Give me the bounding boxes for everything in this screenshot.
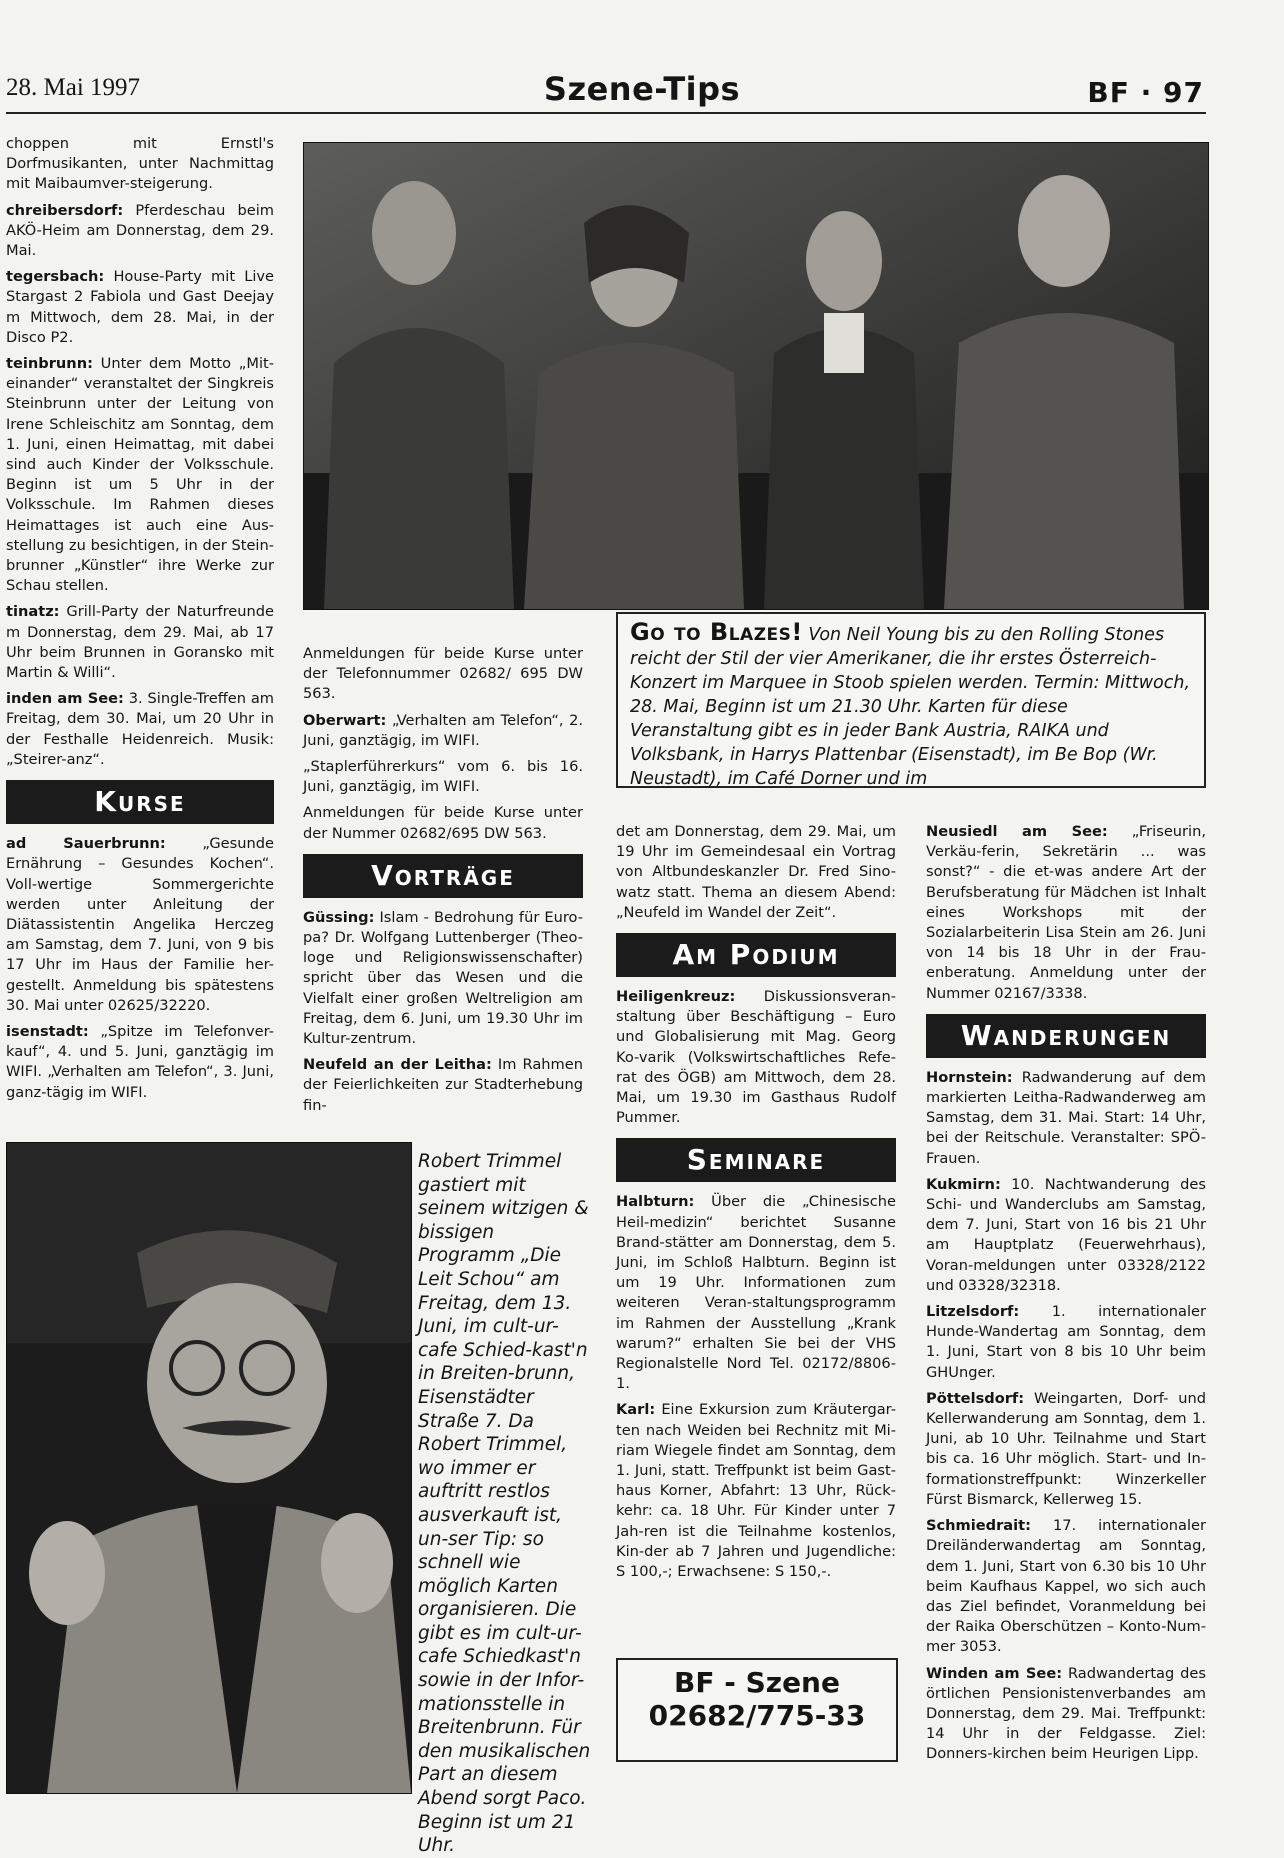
section-heading-kurse: Kurse [6, 780, 274, 824]
section-heading-wanderungen: Wanderungen [926, 1014, 1206, 1058]
event-entry: Litzelsdorf: 1. internationaler Hunde-Wandertag am Sonntag, dem 1. Juni, Start von 8 bis 10 Uhr beim GHUnger. [926, 1303, 1206, 1381]
issue-date: 28. Mai 1997 [6, 74, 141, 101]
event-entry: Oberwart: „Verhalten am Telefon“, 2. Juni, ganztägig, im WIFI. [303, 711, 583, 749]
event-entry: teinbrunn: Unter dem Motto „Mit-einander“ veranstaltet der Singkreis Steinbrunn unter der Leitung von Irene Schleischitz am Sonntag, dem 1. Juni, einen Heimattag, mit dabei sind auch Kinder der Volksschule. Beginn ist um 5 Uhr in der Volksschule. Im Rahmen dieses Heimattages ist auch eine Aus-stellung zu besichtigen, in der Stein-brunner „Künstler“ ihre Werke zur Schau stellen. [6, 355, 274, 595]
band-photo [303, 142, 1209, 610]
column-4 [926, 822, 1206, 1771]
trimmel-caption: Robert Trimmel gastiert mit seinem witzigen & bissigen Programm „Die Leit Schou“ am Freitag, dem 13. Juni, im cult-ur-cafe Schied-kast'n in Breiten-brunn, Eisenstädter Straße 7. Da Robert Trimmel, wo immer er auftritt restlos ausverkauft ist, un-ser Tip: so schnell wie möglich Karten organisieren. Die gibt es im cult-ur-cafe Schiedkast'n sowie in der Infor-mationsstelle in Breitenbrunn. Für den musikalischen Part an diesem Abend sorgt Paco. Beginn ist um 21 Uhr. [418, 1151, 591, 1857]
event-entry: Winden am See: Radwandertag des örtlichen Pensionistenverbandes am Donnerstag, dem 29. Mai. Treffpunkt: 14 Uhr in der Feldgasse. Ziel: Donners-kirchen beim Heurigen Lipp. [926, 1664, 1206, 1763]
section-heading-seminare: Seminare [616, 1138, 896, 1182]
event-entry: ad Sauerbrunn: „Gesunde Ernährung – Gesundes Kochen“. Voll-wertige Sommergerichte werden unter Anleitung der Diätassistentin Angelika Herczeg am Samstag, dem 7. Juni, von 9 bis 17 Uhr im Haus der Familie her-gestellt. Anmeldung bis spätestens 30. Mai unter 02625/32220. [6, 835, 274, 1014]
section-title: Szene-Tips [543, 70, 741, 108]
trimmel-photo-image [7, 1143, 411, 1793]
text-paragraph: Anmeldungen für beide Kurse unter der Nummer 02682/695 DW 563. [303, 804, 583, 842]
text-paragraph: choppen mit Ernstl's Dorfmusikanten, unter Nachmittag mit Maibaumver-steigerung. [6, 135, 274, 193]
band-photo-image [304, 143, 1208, 609]
text-paragraph: Anmeldungen für beide Kurse unter der Telefonnummer 02682/ 695 DW 563. [303, 645, 583, 703]
event-entry: chreibersdorf: Pferdeschau beim AKÖ-Heim am Donnerstag, dem 29. Mai. [6, 201, 274, 260]
concert-caption [616, 612, 1206, 788]
page-label: BF · 97 [1087, 76, 1204, 109]
text-paragraph: „Staplerführerkurs“ vom 6. bis 16. Juni, ganztägig, im WIFI. [303, 758, 583, 796]
event-entry: Karl: Eine Exkursion zum Kräutergar-ten nach Weiden bei Rechnitz mit Mi-riam Wiegele findet am Sonntag, dem 1. Juni, statt. Treffpunkt ist beim Gast-haus Korner, Abfahrt: 13 Uhr, Rück-kehr: ca. 18 Uhr. Für Kinder unter 7 Jah-ren ist die Teilnahme kostenlos, Kin-der ab 7 Jahren und Jugendliche: S 100,-; Erwachsene: S 150,-. [616, 1401, 896, 1581]
section-heading-vortraege: Vorträge [303, 854, 583, 898]
event-entry: inden am See: 3. Single-Treffen am Freitag, dem 30. Mai, um 20 Uhr in der Festhalle Heidenreich. Musik: „Steirer-anz“. [6, 690, 274, 768]
event-entry: Heiligenkreuz: Diskussionsveran-staltung über Beschäftigung – Euro und Globalisierung mit Mag. Georg Ko-varik (Volkswirtschaftliches Refe-rat des ÖGB) am Mittwoch, dem 28. Mai, um 19.30 im Gasthaus Rudolf Pummer. [616, 988, 896, 1127]
column-3 [616, 822, 896, 1588]
event-entry: tinatz: Grill-Party der Naturfreunde m Donnerstag, dem 29. Mai, ab 17 Uhr beim Brunnen in Goransko mit Martin & Willi“. [6, 603, 274, 682]
text-paragraph: det am Donnerstag, dem 29. Mai, um 19 Uhr im Gemeindesaal ein Vortrag von Altbundeskanzler Dr. Fred Sino-watz statt. Thema an diesem Abend: „Neufeld im Wandel der Zeit“. [616, 823, 896, 921]
caption-text: Von Neil Young bis zu den Rolling Stones reicht der Stil der vier Amerikaner, die ihr erstes Österreich-Konzert im Marquee in Stoob spielen werden. Termin: Mittwoch, 28. Mai, Beginn ist um 21.30 Uhr. Karten für diese Veranstaltung gibt es in jeder Bank Austria, RAIKA und Volksbank, in Harrys Plattenbar (Eisenstadt), im Be Bop (Wr. Neustadt), im Café Dorner und im [630, 625, 1191, 789]
event-entry: Neusiedl am See: „Friseurin, Verkäu-ferin, Sekretärin ... was sonst?“ - die et-was andere Art der Berufsberatung für Mädchen ist Inhalt eines Workshops mit der Sozialarbeiterin Lisa Stein am 26. Juni von 14 bis 18 Uhr in der Frau-enberatung. Anmeldung unter der Nummer 02167/3338. [926, 823, 1206, 1002]
trimmel-photo [6, 1142, 412, 1794]
event-entry: Hornstein: Radwanderung auf dem markierten Leitha-Radwanderweg am Samstag, dem 31. Mai. Start: 14 Uhr, bei der Reitschule. Veranstalter: SPÖ-Frauen. [926, 1068, 1206, 1167]
bf-szene-box [616, 1658, 898, 1762]
event-entry: Kukmirn: 10. Nachtwanderung des Schi- und Wanderclubs am Samstag, dem 7. Juni, Start von 16 bis 21 Uhr am Hauptplatz (Feuerwehrhaus), Voran-meldungen unter 03328/2122 und 03328/32318. [926, 1175, 1206, 1294]
event-entry: Neufeld an der Leitha: Im Rahmen der Feierlichkeiten zur Stadterhebung fin- [303, 1056, 583, 1114]
event-entry: Halbturn: Über die „Chinesische Heil-medizin“ berichtet Susanne Brand-stätter am Donnerstag, dem 5. Juni, im Schloß Halbturn. Beginn ist um 19 Uhr. Informationen zum weiteren Veran-staltungsprogramm im Rahmen der Ausstellung „Krank warum?“ erhalten Sie bei der VHS Regionalstelle Nord Tel. 02172/8806-1. [616, 1193, 896, 1393]
bf-szene-title: BF - Szene [674, 1666, 840, 1699]
bf-szene-phone: 02682/775-33 [648, 1699, 866, 1732]
event-entry: Güssing: Islam - Bedrohung für Euro-pa? Dr. Wolfgang Luttenberger (Theo-loge und Religionswissenschafter) spricht über das Wesen und die Vielfalt einer großen Weltreligion am Freitag, dem 6. Juni, um 19.30 Uhr im Kultur-zentrum. [303, 908, 583, 1048]
event-entry: isenstadt: „Spitze im Telefonver-kauf“, 4. und 5. Juni, ganztägig im WIFI. „Verhalten am Telefon“, 3. Juni, ganz-tägig im WIFI. [6, 1022, 274, 1101]
column-1 [6, 134, 274, 1109]
column-2 [303, 644, 583, 1122]
event-entry: Pöttelsdorf: Weingarten, Dorf- und Kellerwanderung am Sonntag, dem 1. Juni, ab 10 Uhr. Teilnahme und Start bis ca. 16 Uhr möglich. Start- und In-formationstreffpunkt: Winzerkeller Fürst Bismarck, Kellerweg 15. [926, 1389, 1206, 1508]
event-entry: tegersbach: House-Party mit Live Stargast 2 Fabiola und Gast Deejay m Mittwoch, dem 28. Mai, in der Disco P2. [6, 268, 274, 346]
header-rule [6, 112, 1206, 114]
event-entry: Schmiedrait: 17. internationaler Dreiländerwandertag am Sonntag, dem 1. Juni, Start von 6.30 bis 10 Uhr beim Kaufhaus Kappel, wo sich auch das Ziel befindet, Voranmeldung bei der Raika Oberschützen – Konto-Num-mer 3053. [926, 1517, 1206, 1656]
caption-lead: Go to Blazes! [630, 618, 803, 646]
section-heading-podium: Am Podium [616, 933, 896, 977]
